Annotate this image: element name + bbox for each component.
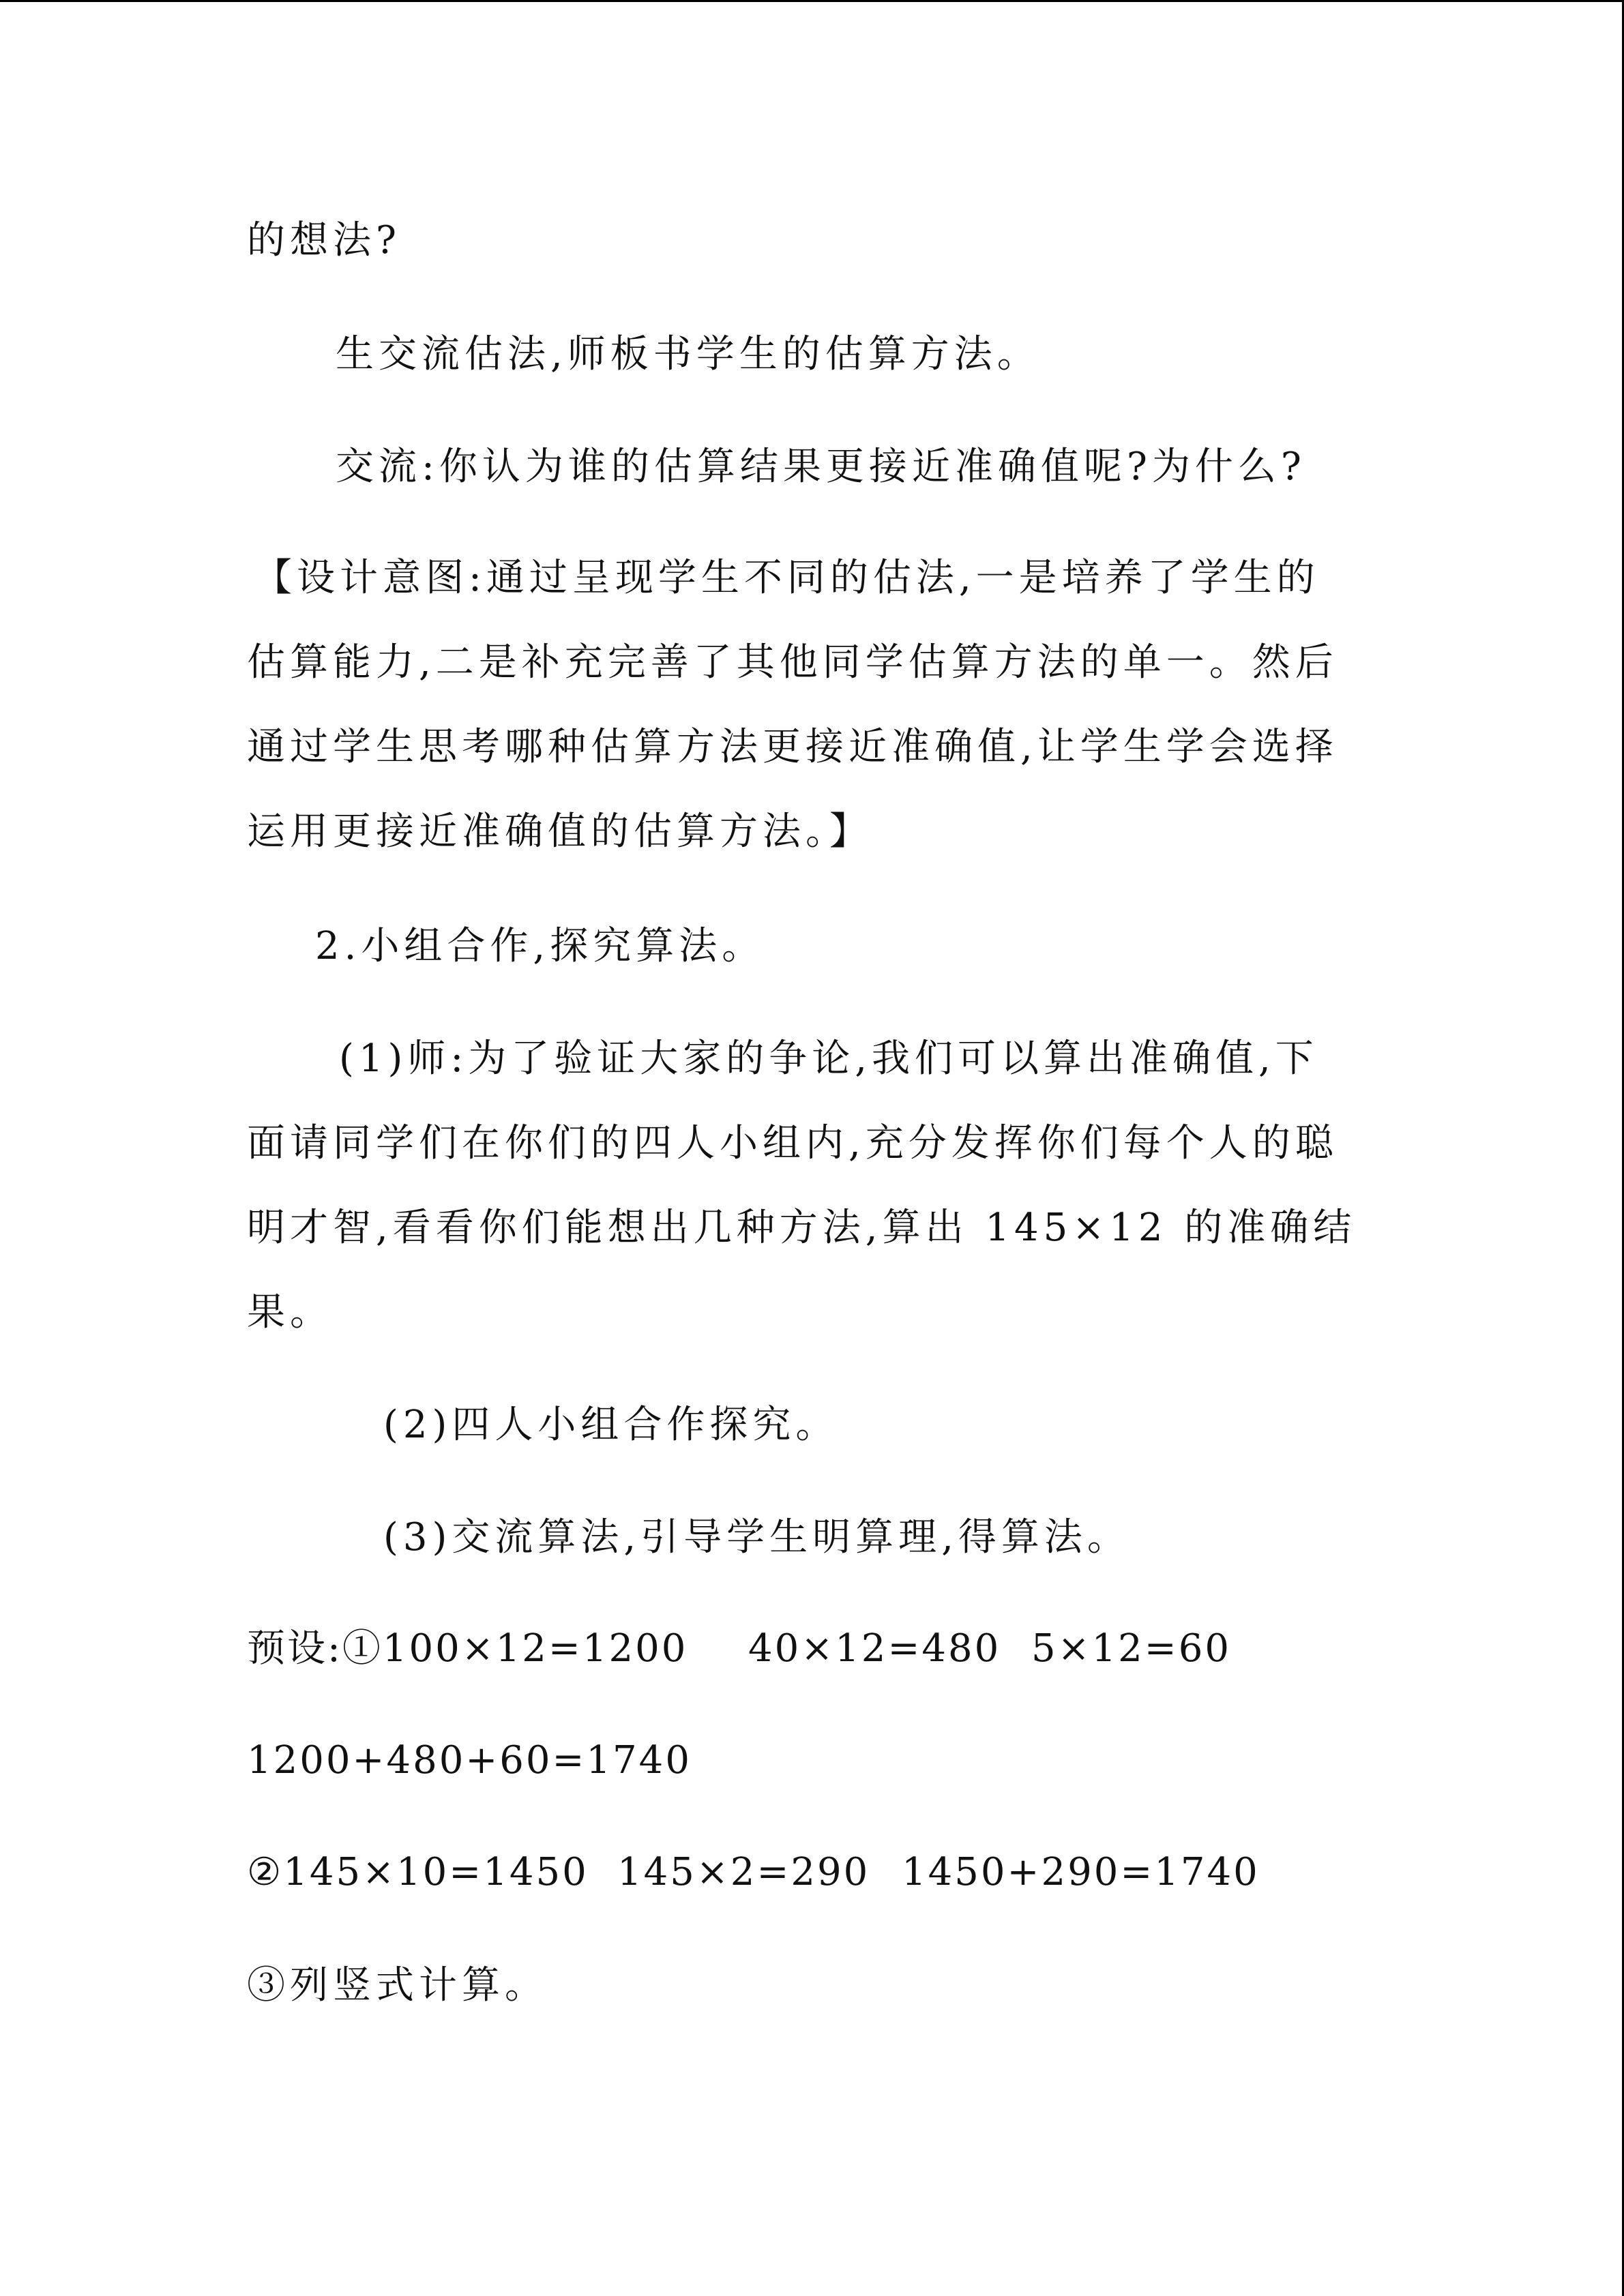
- design-intent-line-1: 【设计意图:通过呈现学生不同的估法,一是培养了学生的: [254, 556, 1320, 600]
- design-intent-line-4: 运用更接近准确值的估算方法。】: [247, 809, 872, 854]
- text-line-1: 的想法?: [247, 218, 402, 263]
- text-line-3: 交流:你认为谁的估算结果更接近准确值呢?为什么?: [336, 445, 1306, 489]
- step1-line-2: 面请同学们在你们的四人小组内,充分发挥你们每个人的聪: [247, 1121, 1338, 1165]
- method3-line: ③列竖式计算。: [247, 1963, 548, 2008]
- method2-equation-1: ②145×10=1450: [247, 1850, 589, 1894]
- preset-line: 预设:①100×12=1200: [247, 1626, 688, 1671]
- design-intent-line-2: 估算能力,二是补充完善了其他同学估算方法的单一。然后: [247, 640, 1338, 685]
- step2-line: (2)四人小组合作探究。: [383, 1403, 839, 1447]
- method2-equation-2: 145×2=290: [617, 1850, 870, 1894]
- step1-line-1: (1)师:为了验证大家的争论,我们可以算出准确值,下: [339, 1037, 1318, 1081]
- step1-line-3: 明才智,看看你们能想出几种方法,算出 145×12 的准确结: [247, 1206, 1357, 1250]
- top-border: [0, 0, 1624, 2]
- preset-equation-3: 5×12=60: [1031, 1626, 1231, 1671]
- step3-line: (3)交流算法,引导学生明算理,得算法。: [383, 1515, 1130, 1560]
- method2-equation-3: 1450+290=1740: [902, 1850, 1260, 1894]
- preset-equation-2: 40×12=480: [748, 1626, 1001, 1671]
- preset-sum: 1200+480+60=1740: [247, 1738, 692, 1783]
- section-heading: 2.小组合作,探究算法。: [315, 924, 765, 968]
- text-line-2: 生交流估法,师板书学生的估算方法。: [336, 332, 1040, 376]
- step1-line-4: 果。: [247, 1290, 333, 1335]
- design-intent-line-3: 通过学生思考哪种估算方法更接近准确值,让学生学会选择: [247, 725, 1338, 769]
